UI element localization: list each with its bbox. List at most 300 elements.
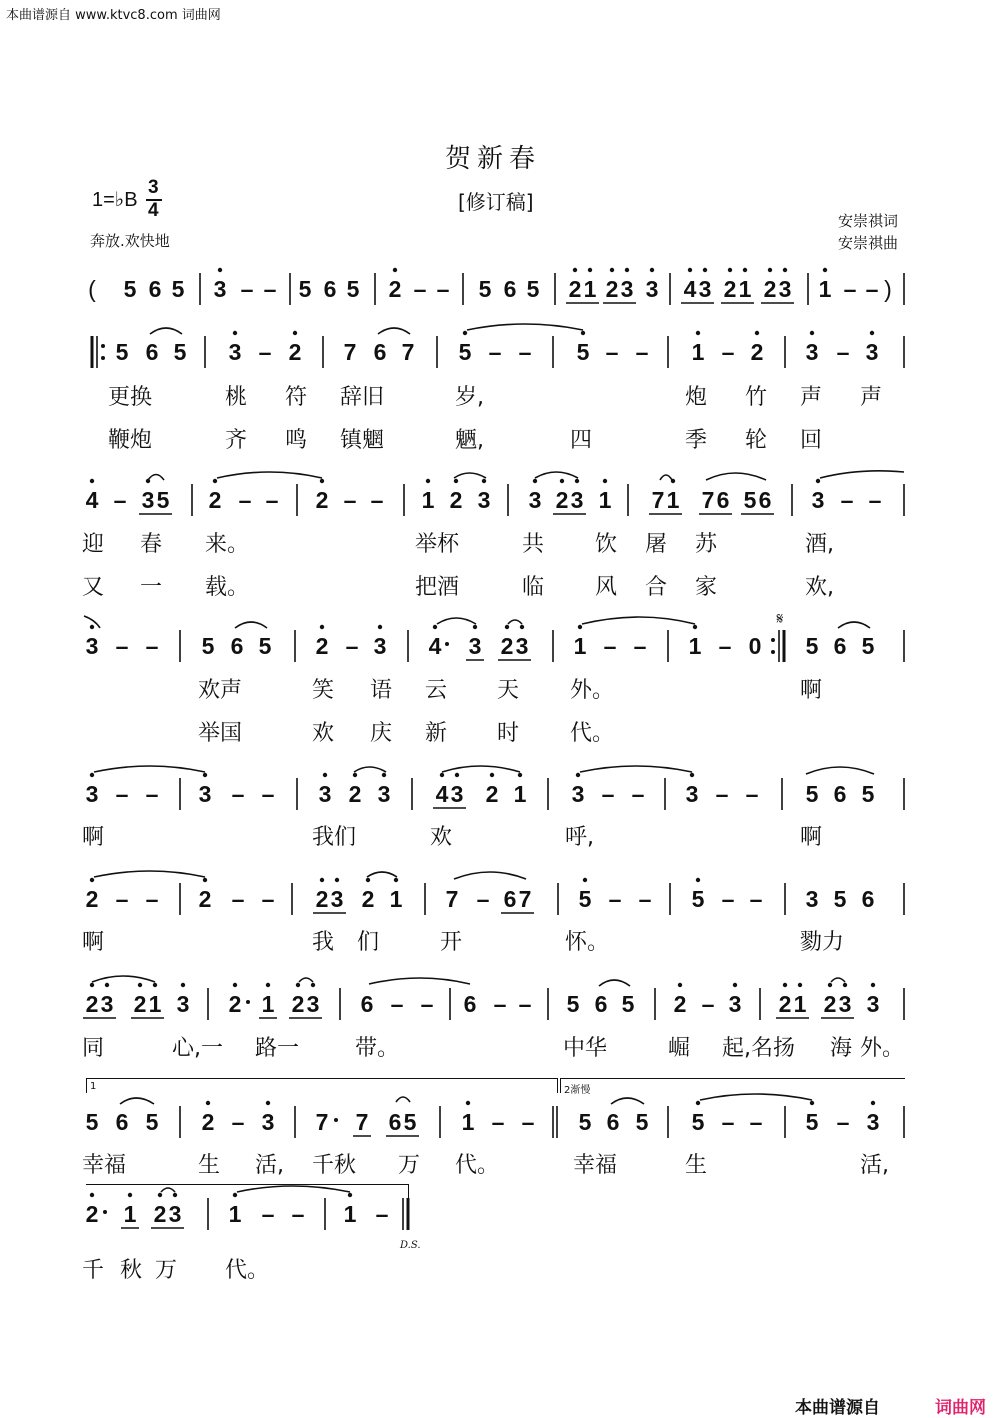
svg-text:2: 2	[673, 991, 687, 1017]
svg-text:3: 3	[477, 487, 491, 513]
svg-text:–: –	[865, 276, 879, 302]
svg-text:0: 0	[748, 633, 762, 659]
svg-text:1: 1	[598, 487, 612, 513]
svg-text:–: –	[836, 339, 850, 365]
svg-text:5: 5	[156, 487, 170, 513]
time-signature-bottom: 4	[148, 200, 159, 221]
svg-text:–: –	[476, 886, 490, 912]
lyric: 千	[82, 1258, 105, 1283]
svg-text:2: 2	[500, 633, 514, 659]
svg-text:3: 3	[318, 781, 332, 807]
svg-text:–: –	[113, 487, 127, 513]
lyrics-row-3-verse-1	[0, 527, 1000, 563]
lyric: 声	[860, 385, 883, 410]
svg-text:–: –	[749, 886, 763, 912]
lyric: 心,一	[172, 1036, 223, 1061]
svg-text:–: –	[145, 886, 159, 912]
svg-text:5: 5	[123, 276, 137, 302]
svg-text:4: 4	[428, 633, 442, 659]
svg-text:7: 7	[445, 886, 459, 912]
lyric: 啊	[82, 930, 105, 955]
svg-text:–: –	[701, 991, 715, 1017]
svg-text:6: 6	[230, 633, 244, 659]
svg-text:3: 3	[728, 991, 742, 1017]
lyric: 来。	[205, 532, 250, 557]
svg-text:6: 6	[463, 991, 477, 1017]
svg-text:2: 2	[361, 886, 375, 912]
svg-text:3: 3	[571, 781, 585, 807]
lyric: 天	[497, 678, 520, 703]
svg-text:2: 2	[449, 487, 463, 513]
svg-text:3: 3	[228, 339, 242, 365]
lyric: 啊	[800, 825, 823, 850]
lyric: 生	[198, 1153, 221, 1178]
svg-text:5: 5	[85, 1109, 99, 1135]
svg-text:3: 3	[330, 886, 344, 912]
svg-text:3: 3	[198, 781, 212, 807]
lyric: 岁,	[455, 385, 484, 410]
svg-text:3: 3	[176, 991, 190, 1017]
svg-text:5: 5	[861, 781, 875, 807]
svg-text:5: 5	[635, 1109, 649, 1135]
lyric: 庆	[370, 721, 393, 746]
svg-text:3: 3	[377, 781, 391, 807]
lyric: 代。	[225, 1258, 270, 1283]
lyric: 合	[645, 575, 668, 600]
svg-text:5: 5	[578, 886, 592, 912]
svg-text:–: –	[840, 487, 854, 513]
lyric: 欢	[430, 825, 453, 850]
svg-text:–: –	[258, 339, 272, 365]
lyric: 欢	[312, 721, 335, 746]
svg-text:–: –	[263, 276, 277, 302]
svg-text:3: 3	[865, 339, 879, 365]
lyrics-row-4-verse-2	[0, 716, 1000, 752]
svg-text:–: –	[265, 487, 279, 513]
svg-text:5: 5	[805, 781, 819, 807]
svg-text:3: 3	[866, 991, 880, 1017]
svg-text:5: 5	[258, 633, 272, 659]
svg-text:1: 1	[513, 781, 527, 807]
svg-text:3: 3	[805, 886, 819, 912]
lyric: 迎	[82, 532, 105, 557]
svg-text:–: –	[420, 991, 434, 1017]
svg-text:–: –	[721, 886, 735, 912]
svg-text:5: 5	[743, 487, 757, 513]
svg-text:2: 2	[198, 886, 212, 912]
svg-text:–: –	[115, 781, 129, 807]
svg-text:–: –	[343, 487, 357, 513]
lyric: 饮	[595, 532, 618, 557]
lyric: 怀。	[565, 930, 610, 955]
key-signature: 1=♭B	[92, 189, 138, 211]
svg-text:3: 3	[698, 276, 712, 302]
svg-text:2: 2	[388, 276, 402, 302]
svg-text:3: 3	[778, 276, 792, 302]
lyrics-row-8	[0, 1148, 1000, 1184]
svg-text:–: –	[631, 781, 645, 807]
svg-text:1: 1	[461, 1109, 475, 1135]
svg-text:): )	[884, 276, 892, 302]
footer-site-logo: 词曲网	[935, 1398, 986, 1418]
svg-text:6: 6	[716, 487, 730, 513]
svg-text:3: 3	[450, 781, 464, 807]
lyric: 外。	[860, 1036, 905, 1061]
svg-text:1: 1	[793, 991, 807, 1017]
svg-text:3: 3	[141, 487, 155, 513]
svg-text:–: –	[605, 339, 619, 365]
svg-text:6: 6	[861, 886, 875, 912]
svg-text:6: 6	[503, 886, 517, 912]
svg-text:1: 1	[261, 991, 275, 1017]
svg-text:2: 2	[208, 487, 222, 513]
ds-marking: D.S.	[400, 1240, 421, 1251]
svg-text:–: –	[115, 886, 129, 912]
svg-text:3: 3	[805, 339, 819, 365]
tempo-marking: 奔放.欢快地	[90, 232, 170, 250]
lyric: 路一	[255, 1036, 300, 1061]
svg-text:2: 2	[763, 276, 777, 302]
lyric: 辞旧	[340, 385, 385, 410]
svg-text:–: –	[608, 886, 622, 912]
svg-text:6: 6	[145, 339, 159, 365]
lyric: 屠	[645, 532, 668, 557]
lyric: 万	[398, 1153, 421, 1178]
svg-text:3: 3	[528, 487, 542, 513]
svg-text:5: 5	[861, 633, 875, 659]
svg-text:7: 7	[315, 1109, 329, 1135]
lyrics-row-4-verse-1	[0, 673, 1000, 709]
lyric: 家	[695, 575, 718, 600]
lyric: 我们	[312, 825, 357, 850]
svg-text:5: 5	[566, 991, 580, 1017]
lyric: 中华	[563, 1036, 608, 1061]
lyric: 笑	[312, 678, 335, 703]
svg-text:6: 6	[606, 1109, 620, 1135]
svg-text:5: 5	[145, 1109, 159, 1135]
svg-text:1: 1	[688, 633, 702, 659]
svg-text:2: 2	[485, 781, 499, 807]
svg-text:5: 5	[173, 339, 187, 365]
svg-text:1: 1	[228, 1201, 242, 1227]
svg-text:6: 6	[115, 1109, 129, 1135]
svg-text:7: 7	[401, 339, 415, 365]
svg-text:3: 3	[85, 781, 99, 807]
svg-text:1: 1	[818, 276, 832, 302]
svg-text:2: 2	[315, 886, 329, 912]
svg-text:6: 6	[360, 991, 374, 1017]
lyrics-row-2-verse-1	[0, 380, 1000, 416]
lyric: 代。	[570, 721, 615, 746]
svg-text:3: 3	[213, 276, 227, 302]
svg-text:3: 3	[373, 633, 387, 659]
svg-text:–: –	[231, 781, 245, 807]
svg-text:1: 1	[389, 886, 403, 912]
svg-text:–: –	[238, 487, 252, 513]
staff-row-9	[0, 1180, 1000, 1260]
svg-text:–: –	[231, 886, 245, 912]
lyric: 春	[140, 532, 163, 557]
svg-text:6: 6	[594, 991, 608, 1017]
svg-text:2: 2	[568, 276, 582, 302]
svg-text:–: –	[836, 1109, 850, 1135]
svg-text:5: 5	[691, 1109, 705, 1135]
lyric: 代。	[455, 1153, 500, 1178]
svg-text:–: –	[488, 339, 502, 365]
svg-text:7: 7	[518, 886, 532, 912]
volta-2-label: 2渐慢	[564, 1085, 591, 1096]
svg-text:–: –	[413, 276, 427, 302]
lyrics-row-2-verse-2	[0, 423, 1000, 459]
lyric: 桃	[225, 385, 248, 410]
lyric: 齐	[225, 428, 248, 453]
lyric: 竹	[745, 385, 768, 410]
svg-text:1: 1	[573, 633, 587, 659]
lyric: 崛	[668, 1036, 691, 1061]
lyric: 活,	[860, 1153, 889, 1178]
svg-text:3: 3	[468, 633, 482, 659]
svg-text:5: 5	[578, 1109, 592, 1135]
lyric: 新	[425, 721, 448, 746]
svg-text:4: 4	[435, 781, 449, 807]
lyrics-row-5	[0, 820, 1000, 856]
lyric: 带。	[355, 1036, 400, 1061]
svg-text:–: –	[603, 633, 617, 659]
svg-text:1: 1	[421, 487, 435, 513]
lyric: 符	[285, 385, 308, 410]
svg-text:–: –	[638, 886, 652, 912]
svg-text:4: 4	[683, 276, 697, 302]
lyric: 回	[800, 428, 823, 453]
svg-text:–: –	[749, 1109, 763, 1135]
svg-text:–: –	[635, 339, 649, 365]
lyric: 语	[370, 678, 393, 703]
lyric: 风	[595, 575, 618, 600]
svg-text:1: 1	[738, 276, 752, 302]
footer-source-text: 本曲谱源自	[795, 1398, 880, 1418]
lyric: 把酒	[415, 575, 460, 600]
lyric: 声	[800, 385, 823, 410]
lyricist: 安崇祺词	[838, 212, 899, 230]
lyric: 云	[425, 678, 448, 703]
svg-text:–: –	[145, 633, 159, 659]
lyric: 万	[155, 1258, 178, 1283]
svg-text:5: 5	[458, 339, 472, 365]
lyrics-row-6	[0, 925, 1000, 961]
svg-text:7: 7	[651, 487, 665, 513]
svg-text:(: (	[88, 276, 96, 302]
svg-text:5: 5	[833, 886, 847, 912]
svg-text:6: 6	[323, 276, 337, 302]
svg-text:–: –	[231, 1109, 245, 1135]
svg-text:–: –	[843, 276, 857, 302]
composer: 安崇祺曲	[838, 234, 899, 252]
svg-text:–: –	[718, 633, 732, 659]
svg-text:6: 6	[833, 781, 847, 807]
lyric: 鸣	[285, 428, 308, 453]
lyric: 共	[522, 532, 545, 557]
svg-text:2: 2	[288, 339, 302, 365]
svg-text:–: –	[491, 1109, 505, 1135]
svg-text:6: 6	[373, 339, 387, 365]
svg-text:–: –	[375, 1201, 389, 1227]
svg-text:–: –	[436, 276, 450, 302]
lyric: 生	[685, 1153, 708, 1178]
lyric: 又	[82, 575, 105, 600]
svg-text:2: 2	[348, 781, 362, 807]
top-watermark: 本曲谱源自 www.ktvc8.com 词曲网	[6, 8, 221, 23]
song-title: 贺新春	[445, 144, 542, 174]
svg-text:–: –	[721, 339, 735, 365]
lyric: 更换	[108, 385, 153, 410]
svg-text:5: 5	[298, 276, 312, 302]
svg-text:3: 3	[306, 991, 320, 1017]
lyric: 欢,	[805, 575, 834, 600]
svg-text:3: 3	[645, 276, 659, 302]
svg-text:1: 1	[691, 339, 705, 365]
svg-text:7: 7	[355, 1109, 369, 1135]
svg-text:3: 3	[685, 781, 699, 807]
svg-text:–: –	[370, 487, 384, 513]
svg-text:2: 2	[291, 991, 305, 1017]
svg-text:3: 3	[570, 487, 584, 513]
lyric: 酒,	[805, 532, 834, 557]
lyric: 举国	[198, 721, 243, 746]
svg-text:–: –	[390, 991, 404, 1017]
lyric: 勠力	[800, 930, 845, 955]
svg-text:5: 5	[115, 339, 129, 365]
svg-text:2: 2	[85, 991, 99, 1017]
svg-text:5: 5	[403, 1109, 417, 1135]
lyric: 镇魍	[340, 428, 385, 453]
svg-text:5: 5	[691, 886, 705, 912]
lyric: 四	[570, 428, 593, 453]
svg-text:2: 2	[750, 339, 764, 365]
lyric: 开	[440, 930, 463, 955]
svg-text:4: 4	[85, 487, 99, 513]
svg-text:2: 2	[228, 991, 242, 1017]
svg-text:3: 3	[515, 633, 529, 659]
lyric: 季	[685, 428, 708, 453]
lyric: 千秋	[312, 1153, 357, 1178]
lyric: 我	[312, 930, 335, 955]
svg-text:–: –	[261, 1201, 275, 1227]
svg-text:–: –	[601, 781, 615, 807]
lyrics-row-9	[0, 1253, 1000, 1289]
svg-text:–: –	[715, 781, 729, 807]
svg-text:–: –	[721, 1109, 735, 1135]
lyric: 魉,	[455, 428, 484, 453]
svg-text:–: –	[518, 339, 532, 365]
svg-text:–: –	[261, 781, 275, 807]
svg-text:3: 3	[866, 1109, 880, 1135]
svg-text:6: 6	[148, 276, 162, 302]
svg-text:5: 5	[526, 276, 540, 302]
svg-text:5: 5	[478, 276, 492, 302]
song-subtitle: [修订稿]	[458, 190, 534, 214]
svg-text:2: 2	[153, 1201, 167, 1227]
lyric: 时	[497, 721, 520, 746]
svg-text:2: 2	[85, 886, 99, 912]
svg-text:2: 2	[605, 276, 619, 302]
svg-text:–: –	[261, 886, 275, 912]
svg-text:2: 2	[315, 487, 329, 513]
lyric: 外。	[570, 678, 615, 703]
svg-text:2: 2	[201, 1109, 215, 1135]
svg-text:6: 6	[503, 276, 517, 302]
svg-text:–: –	[518, 991, 532, 1017]
lyric: 起,名扬	[722, 1036, 795, 1061]
svg-text:1: 1	[583, 276, 597, 302]
svg-text:3: 3	[100, 991, 114, 1017]
lyric: 举杯	[415, 532, 460, 557]
svg-text:5: 5	[576, 339, 590, 365]
svg-text:5: 5	[805, 1109, 819, 1135]
svg-text:2: 2	[778, 991, 792, 1017]
svg-text:5: 5	[805, 633, 819, 659]
svg-text:2: 2	[823, 991, 837, 1017]
svg-text:–: –	[745, 781, 759, 807]
lyric: 们	[357, 930, 380, 955]
svg-text:1: 1	[148, 991, 162, 1017]
svg-text:3: 3	[85, 633, 99, 659]
svg-text:–: –	[521, 1109, 535, 1135]
svg-text:2: 2	[723, 276, 737, 302]
volta-1-label: 1	[90, 1081, 97, 1092]
lyric: 炮	[685, 385, 708, 410]
segno-sign: 𝄋	[776, 609, 784, 628]
svg-text:1: 1	[343, 1201, 357, 1227]
svg-text:3: 3	[261, 1109, 275, 1135]
lyric: 鞭炮	[108, 428, 153, 453]
svg-text:2: 2	[85, 1201, 99, 1227]
svg-text:–: –	[633, 633, 647, 659]
svg-text:5: 5	[171, 276, 185, 302]
svg-text:3: 3	[620, 276, 634, 302]
lyric: 啊	[82, 825, 105, 850]
svg-text:2: 2	[133, 991, 147, 1017]
svg-text:–: –	[291, 1201, 305, 1227]
svg-text:–: –	[345, 633, 359, 659]
svg-text:1: 1	[666, 487, 680, 513]
svg-text:–: –	[115, 633, 129, 659]
lyrics-row-3-verse-2	[0, 570, 1000, 606]
lyric: 海	[830, 1036, 853, 1061]
lyric: 载。	[205, 575, 250, 600]
svg-text:–: –	[868, 487, 882, 513]
lyric: 一	[140, 575, 163, 600]
svg-text:5: 5	[621, 991, 635, 1017]
lyrics-row-7	[0, 1031, 1000, 1067]
svg-text:6: 6	[758, 487, 772, 513]
lyric: 临	[522, 575, 545, 600]
lyric: 呼,	[565, 825, 594, 850]
time-signature-top: 3	[148, 177, 159, 198]
svg-text:7: 7	[701, 487, 715, 513]
lyric: 秋	[120, 1258, 143, 1283]
lyric: 欢声	[198, 678, 243, 703]
svg-text:–: –	[145, 781, 159, 807]
lyric: 苏	[695, 532, 718, 557]
lyric: 啊	[800, 678, 823, 703]
svg-text:3: 3	[811, 487, 825, 513]
lyric: 幸福	[82, 1153, 127, 1178]
lyric: 活,	[255, 1153, 284, 1178]
lyric: 轮	[745, 428, 768, 453]
svg-text:–: –	[493, 991, 507, 1017]
svg-text:6: 6	[833, 633, 847, 659]
svg-text:2: 2	[315, 633, 329, 659]
